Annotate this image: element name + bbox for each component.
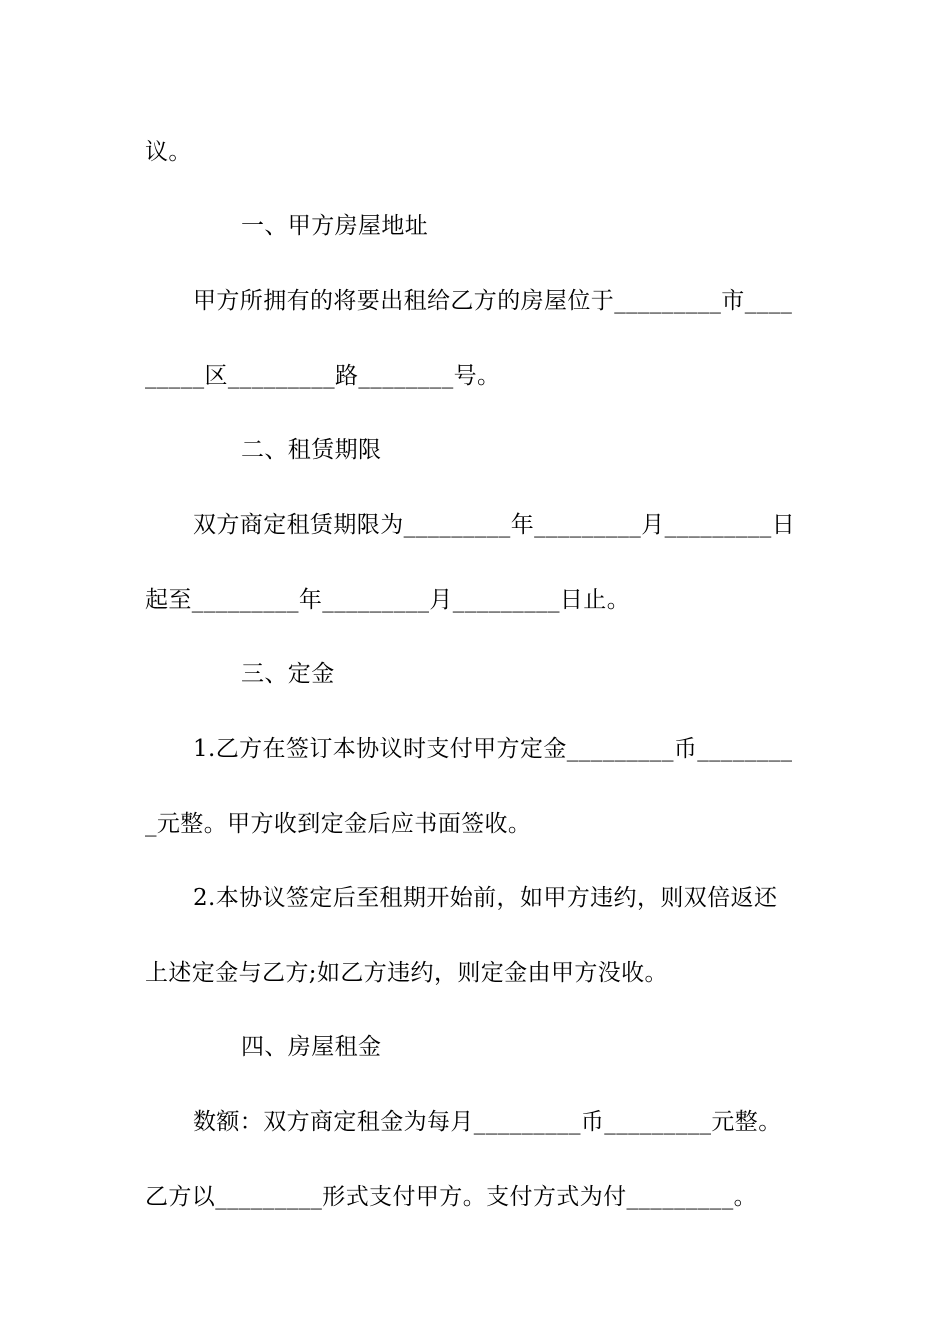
section-heading-deposit: 三、定金 — [241, 661, 335, 687]
section-heading-rent: 四、房屋租金 — [241, 1034, 382, 1060]
paragraph-term-line-1: 双方商定租赁期限为_________年_________月_________日 — [193, 512, 796, 538]
section-heading-term: 二、租赁期限 — [241, 437, 382, 463]
section-heading-address: 一、甲方房屋地址 — [241, 213, 429, 239]
paragraph-address-line-1: 甲方所拥有的将要出租给乙方的房屋位于_________市____ — [193, 288, 793, 314]
paragraph-deposit-2-line-1: 2.本协议签定后至租期开始前，如甲方违约，则双倍返还 — [193, 885, 778, 911]
paragraph-term-line-2: 起至_________年_________月_________日止。 — [145, 587, 631, 613]
paragraph-deposit-1-line-2: _元整。甲方收到定金后应书面签收。 — [145, 811, 532, 837]
paragraph-deposit-1-line-1: 1.乙方在签订本协议时支付甲方定金_________币________ — [193, 736, 793, 762]
text-line-continuation: 议。 — [145, 139, 192, 165]
paragraph-rent-line-2: 乙方以_________形式支付甲方。支付方式为付_________。 — [145, 1184, 757, 1210]
paragraph-address-line-2: _____区_________路________号。 — [145, 363, 501, 389]
paragraph-rent-line-1: 数额：双方商定租金为每月_________币_________元整。 — [193, 1109, 782, 1135]
paragraph-deposit-2-line-2: 上述定金与乙方;如乙方违约，则定金由甲方没收。 — [145, 960, 668, 986]
